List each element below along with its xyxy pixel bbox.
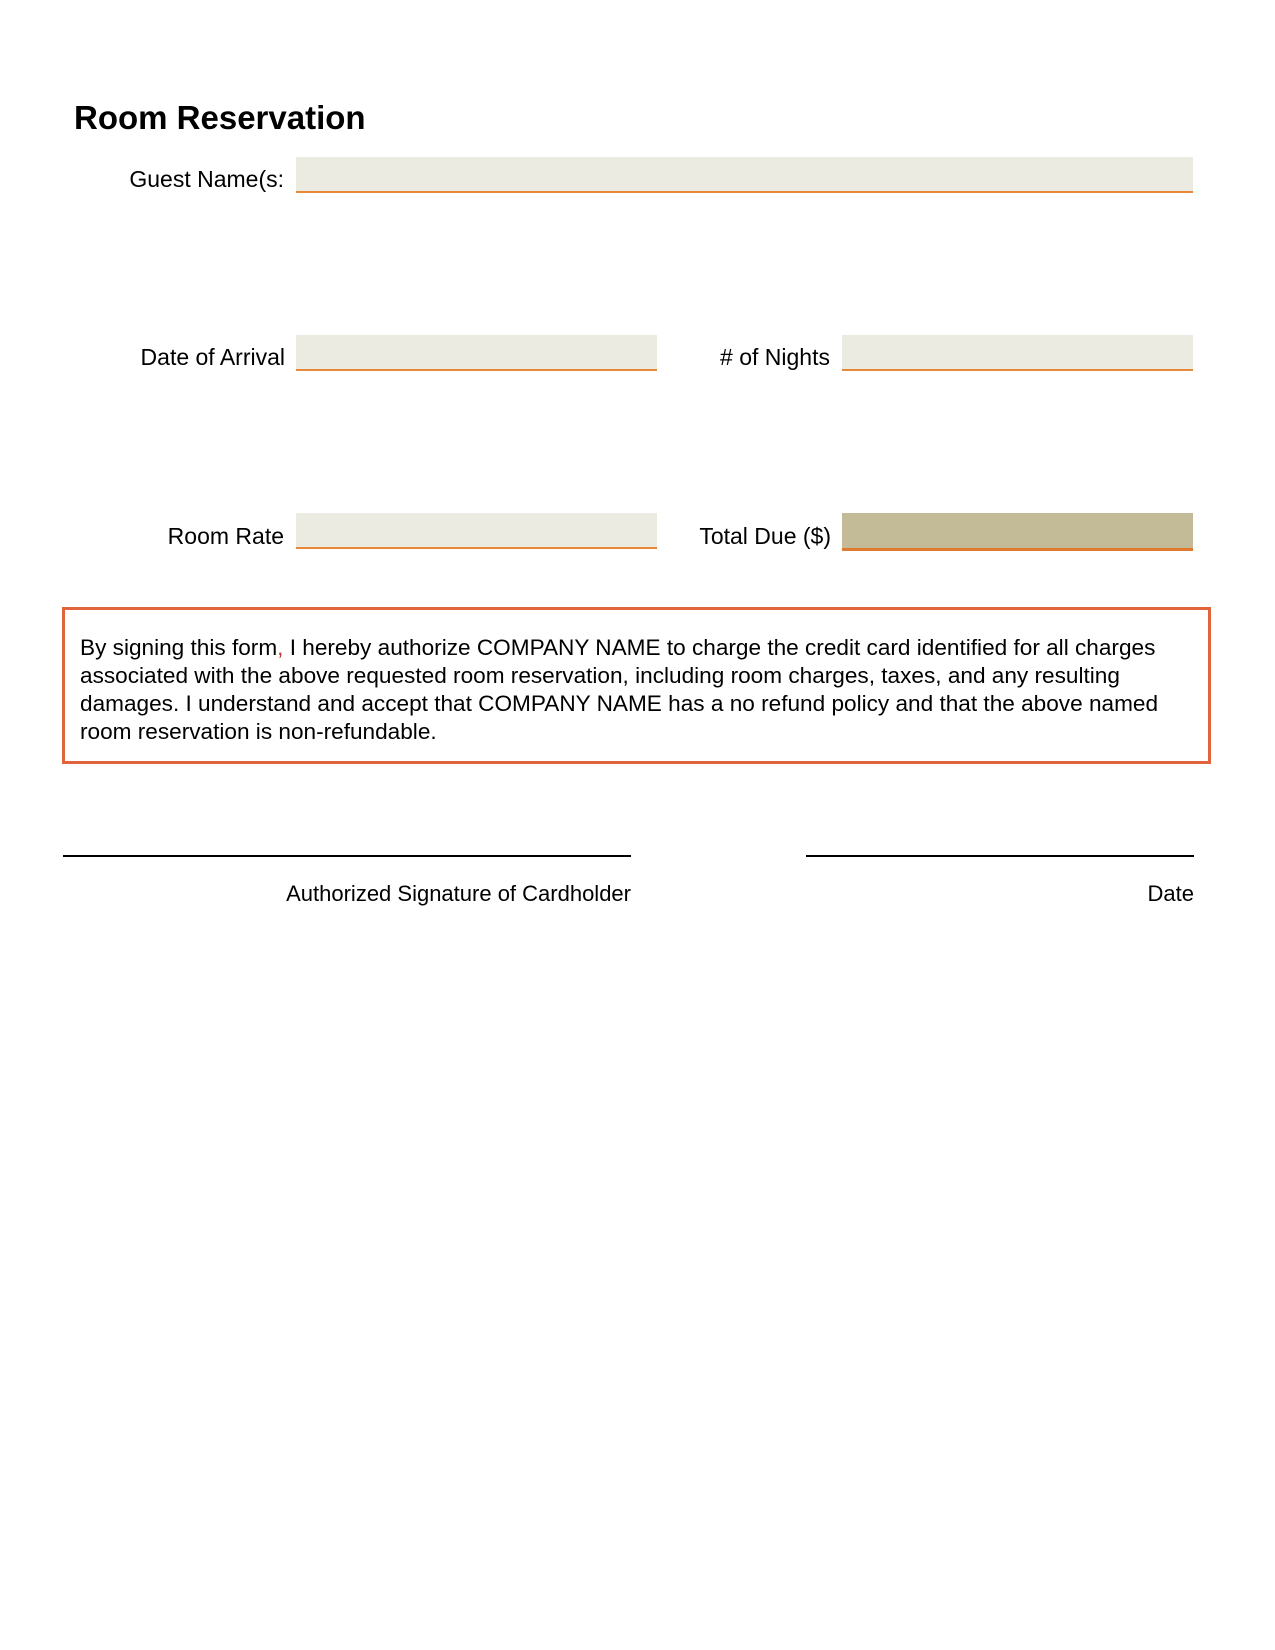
nights-label: # of Nights	[720, 344, 830, 370]
signature-label: Authorized Signature of Cardholder	[286, 881, 631, 906]
room-rate-label: Room Rate	[167, 523, 284, 549]
room-rate-input[interactable]	[296, 513, 657, 549]
date-line[interactable]	[806, 855, 1194, 857]
authorization-comma: ,	[277, 635, 284, 660]
nights-input[interactable]	[842, 335, 1193, 371]
guest-names-label: Guest Name(s:	[129, 166, 284, 192]
guest-names-input[interactable]	[296, 157, 1193, 193]
arrival-date-input[interactable]	[296, 335, 657, 371]
arrival-label: Date of Arrival	[140, 344, 285, 370]
authorization-box	[62, 607, 1211, 764]
signature-line[interactable]	[63, 855, 631, 857]
authorization-text-rest: I hereby authorize COMPANY NAME to charge the credit card identified for all charges associated with the above requested room reservation, including room charges, taxes, and any resulting damages. I understand and accept that COMPANY NAME has a no refund policy and that the above named room reservation is non-refundable.	[80, 635, 1159, 744]
page-title: Room Reservation	[74, 99, 366, 136]
authorization-text-start: By signing this form	[80, 635, 278, 660]
total-due-label: Total Due ($)	[699, 523, 831, 549]
date-label: Date	[1147, 881, 1194, 906]
total-due-input[interactable]	[842, 513, 1193, 551]
